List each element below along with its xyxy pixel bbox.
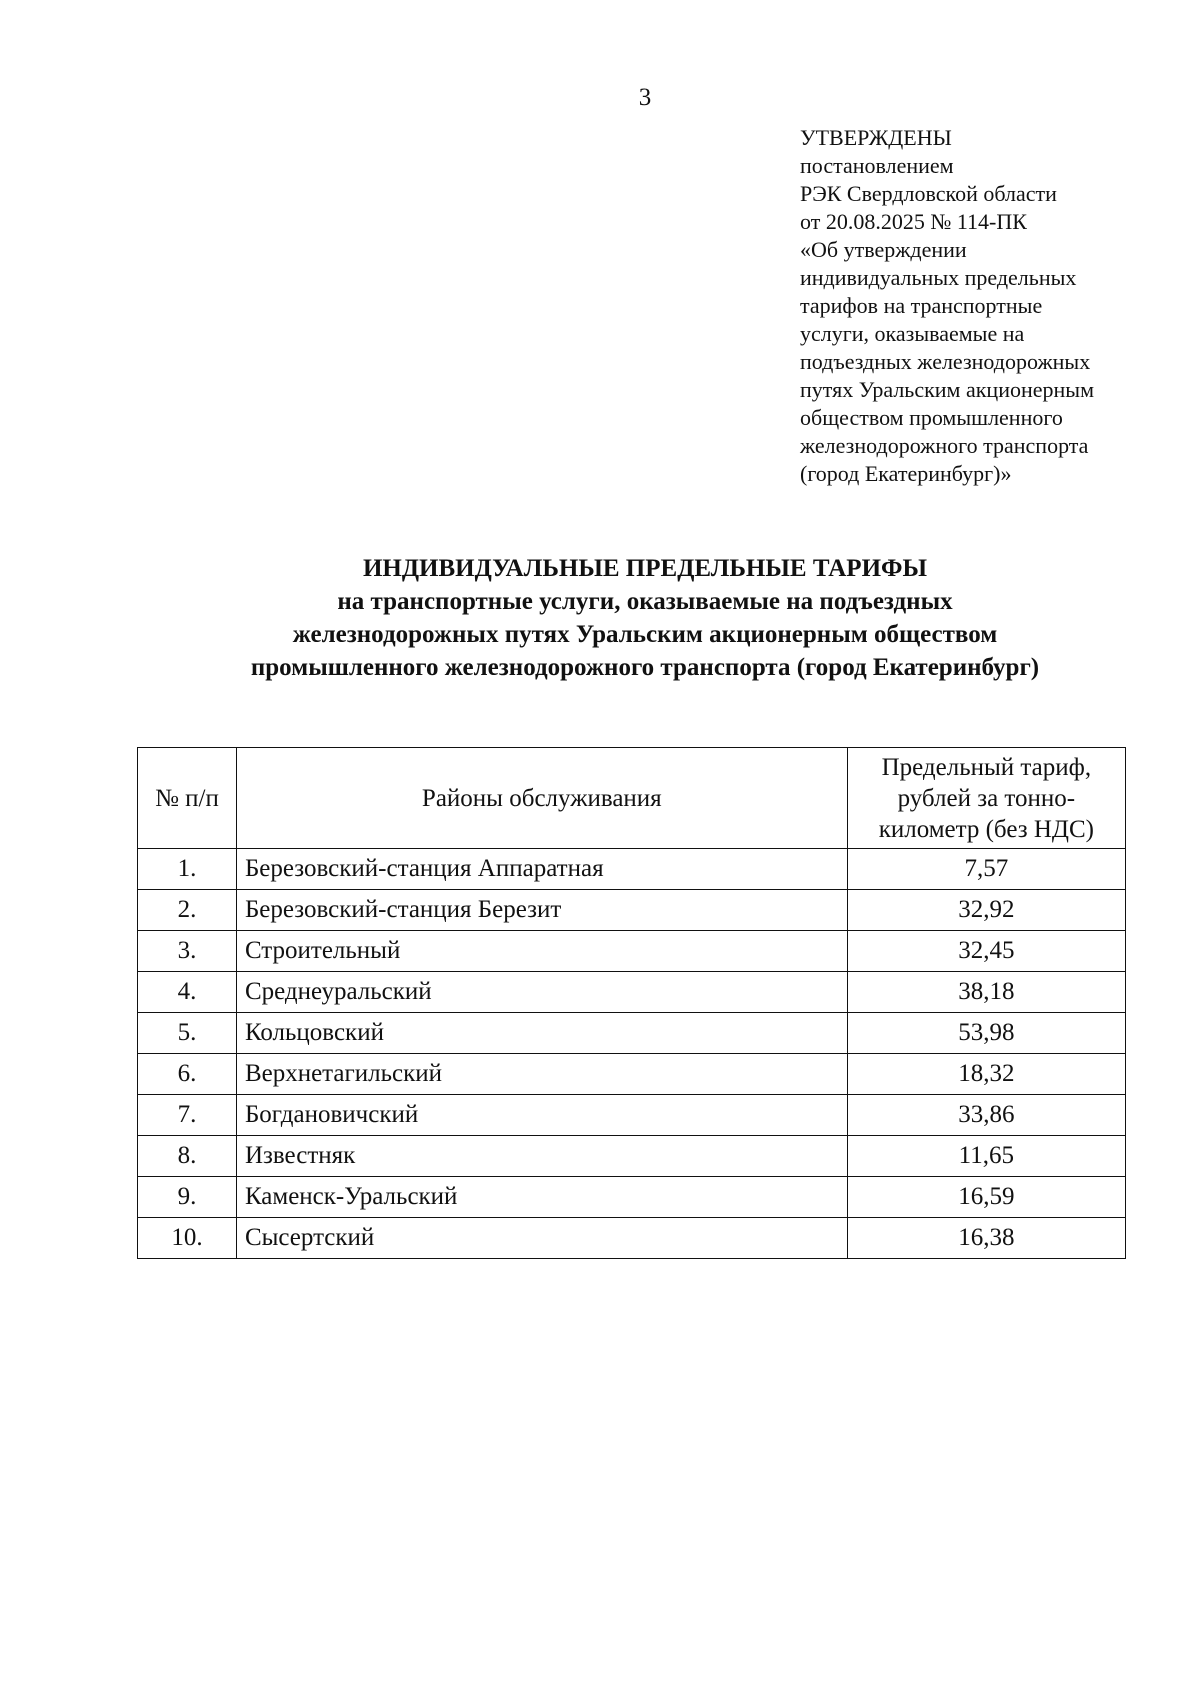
header-num: № п/п: [138, 748, 237, 849]
approval-line: постановлением: [800, 153, 954, 178]
approval-line: УТВЕРЖДЕНЫ: [800, 125, 952, 150]
title-line: железнодорожных путях Уральским акционерным обществом: [292, 621, 998, 648]
row-area: Строительный: [236, 931, 847, 972]
row-tariff: 32,92: [847, 890, 1125, 931]
page-number: 3: [638, 84, 652, 111]
row-tariff: 16,59: [847, 1177, 1125, 1218]
header-tariff-line: рублей за тонно-: [897, 784, 1076, 812]
header-tariff-line: Предельный тариф,: [881, 753, 1092, 781]
row-area: Березовский-станция Березит: [236, 890, 847, 931]
row-area: Известняк: [236, 1136, 847, 1177]
row-num: 9.: [138, 1177, 237, 1218]
row-num: 5.: [138, 1013, 237, 1054]
approval-stamp: [800, 124, 1160, 488]
table-row: [138, 1013, 1126, 1054]
row-area: Богдановичский: [236, 1095, 847, 1136]
row-tariff: 53,98: [847, 1013, 1125, 1054]
row-area: Среднеуральский: [236, 972, 847, 1013]
approval-line: тарифов на транспортные: [800, 293, 1043, 318]
table-row: [138, 931, 1126, 972]
row-tariff: 32,45: [847, 931, 1125, 972]
row-area: Сысертский: [236, 1218, 847, 1259]
table-row: [138, 972, 1126, 1013]
title-line: ИНДИВИДУАЛЬНЫЕ ПРЕДЕЛЬНЫЕ ТАРИФЫ: [362, 555, 928, 582]
row-num: 3.: [138, 931, 237, 972]
approval-line: железнодорожного транспорта: [800, 433, 1089, 458]
row-num: 7.: [138, 1095, 237, 1136]
approval-line: путях Уральским акционерным: [800, 377, 1094, 402]
table-row: [138, 1054, 1126, 1095]
table-row: [138, 1177, 1126, 1218]
approval-line: обществом промышленного: [800, 405, 1063, 430]
table-row: [138, 1218, 1126, 1259]
row-area: Каменск-Уральский: [236, 1177, 847, 1218]
table-row: [138, 849, 1126, 890]
approval-line: РЭК Свердловской области: [800, 181, 1057, 206]
row-num: 6.: [138, 1054, 237, 1095]
approval-line: индивидуальных предельных: [800, 265, 1077, 290]
title-line: на транспортные услуги, оказываемые на подъездных: [337, 588, 953, 615]
table-row: [138, 890, 1126, 931]
row-num: 8.: [138, 1136, 237, 1177]
row-num: 4.: [138, 972, 237, 1013]
header-tariff-line: километр (без НДС): [878, 815, 1094, 843]
table-row: [138, 1095, 1126, 1136]
row-area: Верхнетагильский: [236, 1054, 847, 1095]
row-num: 10.: [138, 1218, 237, 1259]
header-area: Районы обслуживания: [236, 748, 847, 849]
document-title: [0, 552, 1200, 684]
table-row: [138, 1136, 1126, 1177]
approval-line: услуги, оказываемые на: [800, 321, 1025, 346]
row-num: 2.: [138, 890, 237, 931]
approval-line: «Об утверждении: [800, 237, 967, 262]
approval-line: (город Екатеринбург)»: [800, 461, 1012, 486]
row-num: 1.: [138, 849, 237, 890]
row-tariff: 18,32: [847, 1054, 1125, 1095]
row-tariff: 11,65: [847, 1136, 1125, 1177]
tariffs-table: [137, 747, 1126, 1259]
table-header-row: [138, 748, 1126, 849]
row-area: Березовский-станция Аппаратная: [236, 849, 847, 890]
row-tariff: 38,18: [847, 972, 1125, 1013]
row-area: Кольцовский: [236, 1013, 847, 1054]
row-tariff: 7,57: [847, 849, 1125, 890]
approval-line: подъездных железнодорожных: [800, 349, 1091, 374]
row-tariff: 33,86: [847, 1095, 1125, 1136]
header-tariff: [847, 748, 1125, 849]
approval-line: от 20.08.2025 № 114-ПК: [800, 209, 1027, 234]
row-tariff: 16,38: [847, 1218, 1125, 1259]
title-line: промышленного железнодорожного транспорта (город Екатеринбург): [250, 654, 1040, 681]
